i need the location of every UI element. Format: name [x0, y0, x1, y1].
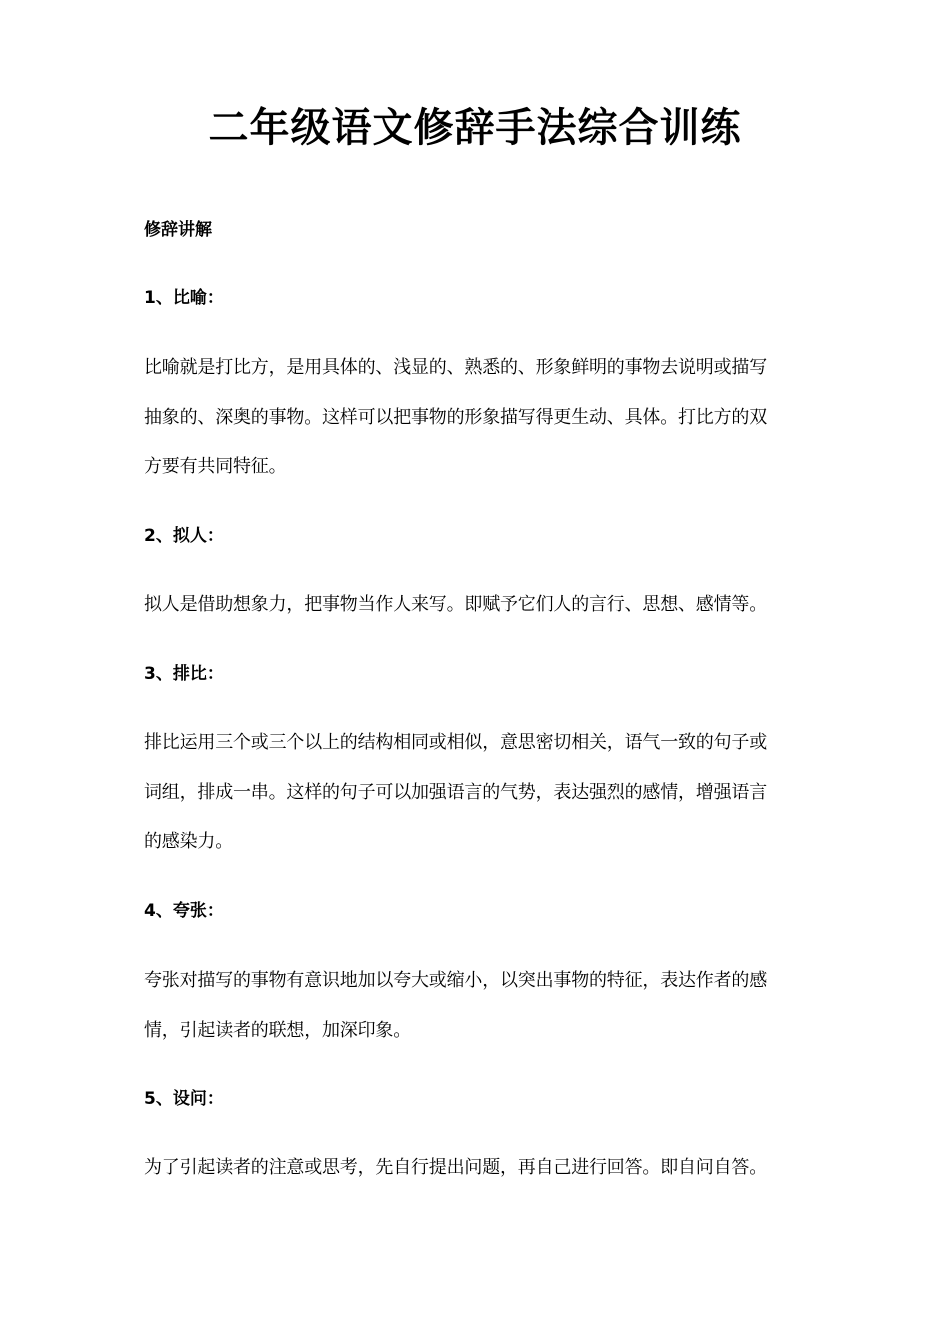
- body-line: 抽象的、深奥的事物。这样可以把事物的形象描写得更生动、具体。打比方的双: [144, 406, 767, 428]
- item-heading-personification: 2、拟人：: [144, 526, 224, 546]
- body-line: 夸张对描写的事物有意识地加以夸大或缩小，以突出事物的特征，表达作者的感: [144, 970, 767, 991]
- body-line: 拟人是借助想象力，把事物当作人来写。即赋予它们人的言行、思想、感情等。: [144, 594, 767, 615]
- item-heading-parallelism: 3、排比：: [144, 664, 224, 684]
- item-body-hyperbole: [144, 956, 808, 1055]
- body-line: 排比运用三个或三个以上的结构相同或相似，意思密切相关，语气一致的句子或: [144, 732, 767, 753]
- body-line: 方要有共同特征。: [144, 456, 287, 477]
- body-line: 词组，排成一串。这样的句子可以加强语言的气势，表达强烈的感情，增强语言: [144, 781, 767, 803]
- item-body-metaphor: [144, 343, 808, 492]
- document-title: 二年级语文修辞手法综合训练: [208, 105, 742, 151]
- item-heading-hyperbole: 4、夸张：: [144, 901, 224, 921]
- body-line: 情，引起读者的联想，加深印象。: [144, 1019, 411, 1041]
- item-heading-metaphor: 1、比喻：: [144, 288, 224, 308]
- section-heading: 修辞讲解: [144, 220, 212, 240]
- body-line: 的感染力。: [144, 831, 233, 852]
- body-line: 为了引起读者的注意或思考，先自行提出问题，再自己进行回答。即自问自答。: [144, 1157, 767, 1178]
- item-body-personification: [144, 580, 808, 630]
- item-body-parallelism: [144, 718, 808, 867]
- item-heading-rhetorical-question: 5、设问：: [144, 1089, 224, 1109]
- body-line: 比喻就是打比方，是用具体的、浅显的、熟悉的、形象鲜明的事物去说明或描写: [144, 357, 767, 378]
- item-body-rhetorical-question: [144, 1143, 808, 1193]
